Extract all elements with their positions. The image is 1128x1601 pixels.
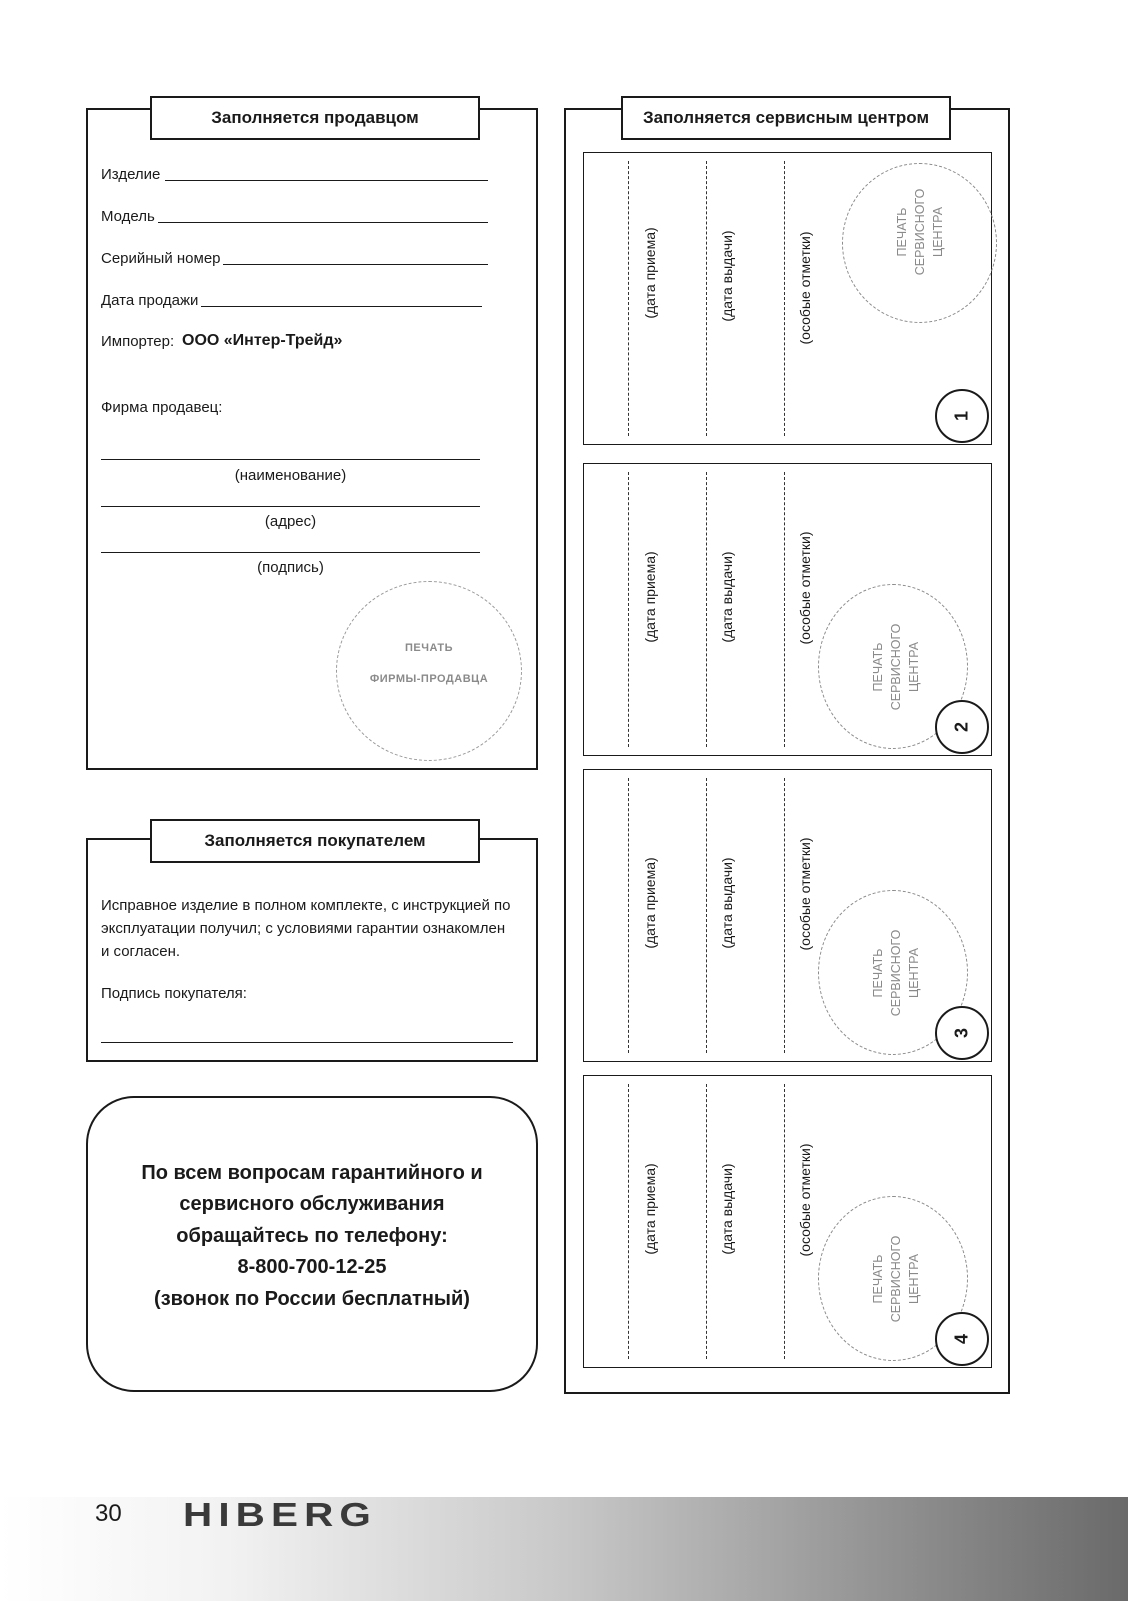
slot-number: 4 [951,1333,972,1345]
seller-signature-caption: (подпись) [257,559,324,576]
special-notes-label: (особые отметки) [797,531,813,645]
special-notes-field[interactable] [784,161,785,436]
seller-name-caption: (наименование) [234,467,347,484]
issued-date-label: (дата выдачи) [719,857,735,949]
support-contact-box [86,1096,538,1392]
service-stamp-text [869,1236,923,1323]
received-date-field[interactable] [628,472,629,747]
service-stamp-text [869,930,923,1017]
serial-number-field[interactable] [223,264,488,265]
seller-stamp-text-1: ПЕЧАТЬ [405,642,453,654]
contact-line-3: обращайтесь по телефону: [176,1225,448,1247]
seller-name-field[interactable] [101,459,480,460]
seller-stamp-area [336,581,522,761]
issued-date-label: (дата выдачи) [719,230,735,322]
service-slot [583,463,992,756]
service-stamp-line-3: ЦЕНТРА [907,641,921,693]
received-date-label: (дата приема) [642,227,658,319]
service-slot [583,152,992,445]
service-stamp-line-1: ПЕЧАТЬ [871,948,885,998]
buyer-signature-field[interactable] [101,1042,513,1043]
service-stamp-line-2: СЕРВИСНОГО [889,929,903,1017]
contact-line-2: сервисного обслуживания [179,1193,445,1215]
seller-section-header: Заполняется продавцом [150,96,480,140]
issued-date-field[interactable] [706,161,707,436]
page-footer [0,1497,1128,1601]
seller-address-field[interactable] [101,506,480,507]
received-date-field[interactable] [628,778,629,1053]
issued-date-field[interactable] [706,472,707,747]
model-label: Модель [101,208,155,225]
special-notes-label: (особые отметки) [797,837,813,951]
slot-number-badge [935,1006,989,1060]
slot-number: 1 [951,410,972,422]
service-stamp-text [893,189,947,276]
service-stamp-line-3: ЦЕНТРА [907,947,921,999]
model-field[interactable] [158,222,488,223]
importer-value: ООО «Интер-Трейд» [182,332,343,349]
seller-firm-label: Фирма продавец: [101,399,223,416]
page-number: 30 [95,1500,122,1527]
special-notes-label: (особые отметки) [797,231,813,345]
service-stamp-text [869,624,923,711]
special-notes-field[interactable] [784,1084,785,1359]
slot-number: 3 [951,1027,972,1039]
contact-line-5: (звонок по России бесплатный) [154,1288,470,1310]
service-stamp-line-1: ПЕЧАТЬ [895,207,909,257]
buyer-statement-line-2: эксплуатации получил; с условиями гарантии ознакомлен [101,920,506,937]
buyer-statement-line-1: Исправное изделие в полном комплекте, с инструкцией по [101,897,511,914]
issued-date-field[interactable] [706,778,707,1053]
hiberg-logo-text: HIBERG [183,1497,377,1533]
service-stamp-line-1: ПЕЧАТЬ [871,642,885,692]
sale-date-label: Дата продажи [101,292,199,309]
special-notes-field[interactable] [784,472,785,747]
issued-date-field[interactable] [706,1084,707,1359]
seller-stamp-text-2: ФИРМЫ-ПРОДАВЦА [369,673,489,685]
special-notes-label: (особые отметки) [797,1143,813,1257]
seller-signature-field[interactable] [101,552,480,553]
seller-address-caption: (адрес) [264,513,317,530]
slot-number-badge [935,389,989,443]
received-date-label: (дата приема) [642,551,658,643]
issued-date-label: (дата выдачи) [719,1163,735,1255]
service-stamp-line-3: ЦЕНТРА [907,1253,921,1305]
hiberg-logo-mark [183,1497,379,1533]
contact-line-1: По всем вопросам гарантийного и [141,1162,483,1184]
serial-number-label: Серийный номер [101,250,221,267]
service-slot [583,769,992,1062]
buyer-signature-label: Подпись покупателя: [101,985,247,1002]
slot-number-badge [935,1312,989,1366]
service-slot [583,1075,992,1368]
received-date-label: (дата приема) [642,1163,658,1255]
received-date-label: (дата приема) [642,857,658,949]
slot-number-badge [935,700,989,754]
slot-number: 2 [951,721,972,733]
hiberg-logo [183,1497,379,1533]
service-stamp-line-1: ПЕЧАТЬ [871,1254,885,1304]
received-date-field[interactable] [628,1084,629,1359]
service-center-section-header: Заполняется сервисным центром [621,96,951,140]
received-date-field[interactable] [628,161,629,436]
service-stamp-line-3: ЦЕНТРА [931,206,945,258]
service-stamp-line-2: СЕРВИСНОГО [889,623,903,711]
issued-date-label: (дата выдачи) [719,551,735,643]
buyer-section-header: Заполняется покупателем [150,819,480,863]
buyer-statement-line-3: и согласен. [101,943,181,960]
importer-label: Импортер: [101,333,175,350]
service-stamp-line-2: СЕРВИСНОГО [913,188,927,276]
service-stamp-line-2: СЕРВИСНОГО [889,1235,903,1323]
product-label: Изделие [101,166,161,183]
special-notes-field[interactable] [784,778,785,1053]
product-field[interactable] [165,180,488,181]
sale-date-field[interactable] [201,306,482,307]
support-phone: 8-800-700-12-25 [237,1256,387,1278]
